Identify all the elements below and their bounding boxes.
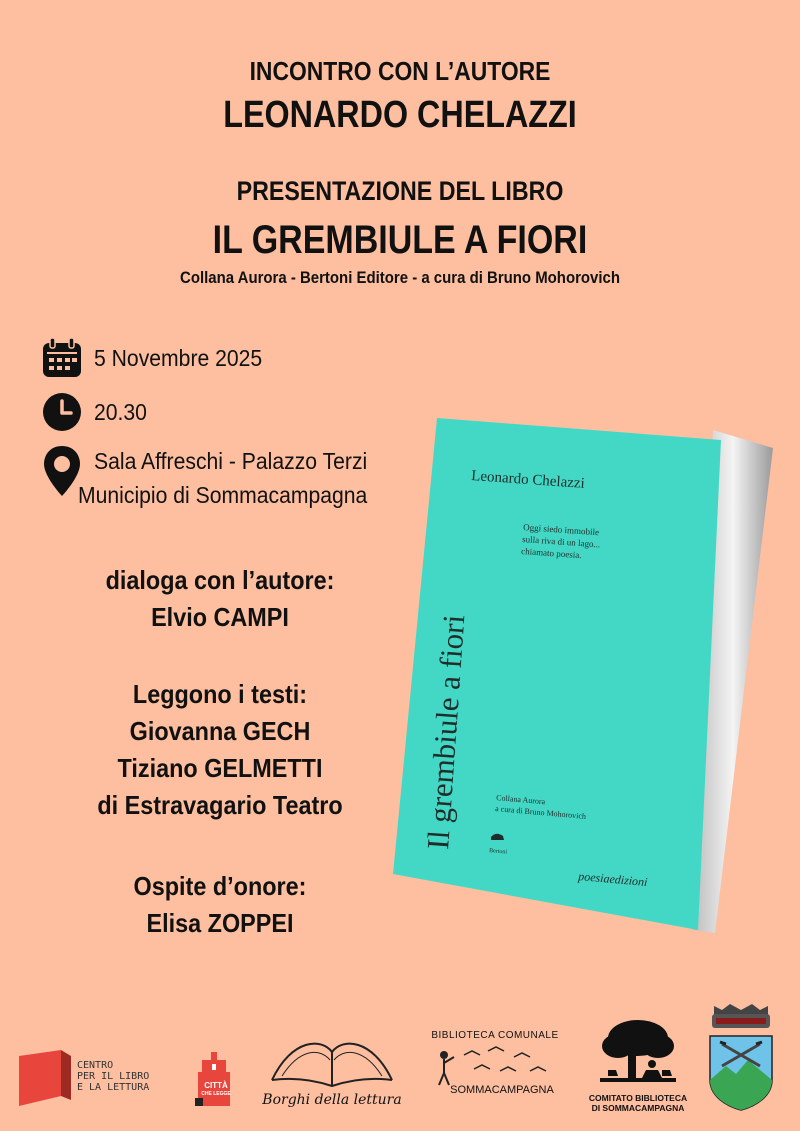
centro-libro-logo	[15, 1048, 185, 1108]
centro-libro-icon	[15, 1048, 75, 1108]
centro-line-3: E LA LETTURA	[77, 1082, 150, 1093]
clock-icon	[40, 390, 84, 434]
biblioteca-line-1: BIBLIOTECA COMUNALE	[431, 1030, 559, 1041]
cover-series-1: Collana Aurora	[495, 793, 546, 807]
event-type-heading: INCONTRO CON L’AUTORE	[249, 56, 551, 86]
open-book-icon	[252, 1030, 412, 1090]
date-row	[40, 336, 277, 380]
book-cover-image	[393, 418, 783, 938]
comitato-biblioteca-logo	[588, 1018, 688, 1114]
comitato-line-1: COMITATO BIBLIOTECA	[588, 1093, 688, 1103]
guest-name: Elisa ZOPPEI	[146, 908, 294, 938]
guest-label: Ospite d’onore:	[133, 871, 307, 901]
centro-line-2: PER IL LIBRO	[77, 1071, 150, 1082]
cover-imprint: poesiaedizioni	[577, 869, 649, 890]
citta-line-1: CITTÀ	[204, 1081, 228, 1090]
place-row	[40, 444, 393, 512]
citta-che-legge-logo	[192, 1052, 236, 1108]
reader-2: Tiziano GELMETTI	[117, 753, 323, 783]
time-row	[40, 390, 152, 434]
citta-che-legge-icon	[192, 1052, 236, 1108]
readers-block	[22, 676, 418, 824]
coat-of-arms-logo	[706, 1000, 776, 1112]
event-time: 20.30	[94, 398, 147, 425]
dialog-label: dialoga con l’autore:	[105, 565, 335, 595]
borghi-text: Borghi della lettura	[262, 1092, 402, 1108]
place-line-1: Sala Affreschi - Palazzo Terzi	[94, 448, 368, 474]
cover-quote-2: sulla riva di un lago...	[521, 534, 601, 550]
borghi-lettura-logo	[252, 1030, 412, 1114]
biblioteca-line-2: SOMMACAMPAGNA	[450, 1084, 554, 1096]
dialog-name: Elvio CAMPI	[151, 602, 289, 632]
author-name-heading: LEONARDO CHELAZZI	[223, 94, 577, 136]
presentation-heading: PRESENTAZIONE DEL LIBRO	[236, 176, 564, 206]
readers-label: Leggono i testi:	[132, 679, 308, 709]
centro-line-1: CENTRO	[77, 1060, 114, 1071]
cover-quote-1: Oggi siedo immobile	[522, 522, 600, 538]
series-subtitle: Collana Aurora - Bertoni Editore - a cura di Bruno Mohorovich	[180, 268, 620, 287]
biblioteca-comunale-logo	[430, 1030, 560, 1110]
cover-publisher: Bertoni	[488, 848, 508, 856]
tree-reader-icon	[588, 1018, 688, 1088]
reader-1: Giovanna GECH	[129, 716, 311, 746]
coat-of-arms-icon	[706, 1000, 776, 1112]
event-date: 5 Novembre 2025	[94, 344, 263, 371]
cover-quote-3: chiamato poesia.	[520, 546, 582, 561]
cover-series-2: a cura di Bruno Mohorovich	[494, 804, 587, 821]
calendar-icon	[40, 336, 84, 380]
cover-title: Il grembiule a fiori	[420, 613, 472, 851]
book-title-heading: IL GREMBIULE A FIORI	[212, 218, 588, 262]
cover-author: Leonardo Chelazzi	[470, 468, 586, 492]
citta-line-2: CHE LEGGE	[201, 1091, 231, 1097]
reader-3: di Estravagario Teatro	[97, 790, 343, 820]
comitato-line-2: DI SOMMACAMPAGNA	[591, 1103, 685, 1113]
guest-block	[22, 868, 418, 942]
flying-books-icon	[430, 1041, 560, 1087]
place-line-2: Municipio di Sommacampagna	[78, 482, 368, 508]
dialog-block	[22, 562, 418, 636]
